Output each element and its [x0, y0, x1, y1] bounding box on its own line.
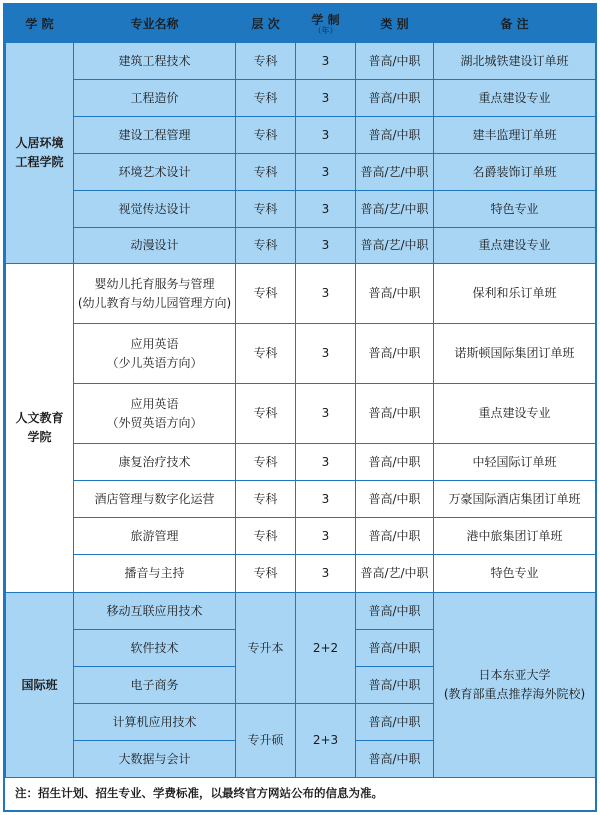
- header-duration: [296, 6, 356, 43]
- category-cell: 普高/中职: [356, 384, 434, 444]
- category-cell: 普高/中职: [356, 741, 434, 778]
- remark-cell: 湖北城铁建设订单班: [434, 43, 596, 80]
- remark-cell: 重点建设专业: [434, 228, 596, 264]
- category-cell: 普高/中职: [356, 518, 434, 555]
- duration-cell: 3: [296, 191, 356, 228]
- level-cell: 专科: [236, 154, 296, 191]
- major-direction: （外贸英语方向）: [106, 415, 203, 430]
- header-category: 类 别: [356, 6, 434, 43]
- category-cell: 普高/中职: [356, 264, 434, 324]
- major-direction: (幼儿教育与幼儿园管理方向): [77, 295, 232, 310]
- remark-cell: 重点建设专业: [434, 384, 596, 444]
- header-duration-label: 学 制: [311, 12, 340, 27]
- category-cell: 普高/中职: [356, 80, 434, 117]
- level-cell: 专科: [236, 228, 296, 264]
- remark-cell: 建丰监理订单班: [434, 117, 596, 154]
- major-cell: 计算机应用技术: [74, 704, 236, 741]
- table-row: [6, 191, 596, 228]
- remark-cell: 重点建设专业: [434, 80, 596, 117]
- duration-cell: 3: [296, 264, 356, 324]
- duration-cell: 3: [296, 43, 356, 80]
- level-cell: 专科: [236, 555, 296, 593]
- major-direction: （少儿英语方向）: [106, 355, 203, 370]
- major-cell: 建筑工程技术: [74, 43, 236, 80]
- level-cell: 专科: [236, 191, 296, 228]
- major-cell: [74, 324, 236, 384]
- table-row: [6, 80, 596, 117]
- table-row: [6, 117, 596, 154]
- major-cell: [74, 264, 236, 324]
- major-cell: 播音与主持: [74, 555, 236, 593]
- level-cell: 专科: [236, 117, 296, 154]
- duration-cell: 3: [296, 228, 356, 264]
- header-remark: 备 注: [434, 6, 596, 43]
- footnote: 注：招生计划、招生专业、学费标准，以最终官方网站公布的信息为准。: [15, 786, 383, 800]
- header-level: 层 次: [236, 6, 296, 43]
- college-name-line1: 人文教育: [15, 411, 64, 426]
- remark-line1: 日本东亚大学: [478, 668, 551, 683]
- major-name: 应用英语: [130, 396, 179, 411]
- college-cell-2: [6, 264, 74, 593]
- duration-cell: 3: [296, 384, 356, 444]
- category-cell: 普高/中职: [356, 704, 434, 741]
- remark-cell: 万豪国际酒店集团订单班: [434, 481, 596, 518]
- duration-cell: 2+2: [296, 593, 356, 704]
- table-row: [6, 518, 596, 555]
- header-major: 专业名称: [74, 6, 236, 43]
- major-cell: 旅游管理: [74, 518, 236, 555]
- duration-cell: 3: [296, 80, 356, 117]
- duration-cell: 3: [296, 324, 356, 384]
- table-row: [6, 228, 596, 264]
- table-row: [6, 264, 596, 324]
- table-row: [6, 555, 596, 593]
- level-cell: 专科: [236, 80, 296, 117]
- level-cell: 专升硕: [236, 704, 296, 778]
- table-row: [6, 324, 596, 384]
- major-cell: 视觉传达设计: [74, 191, 236, 228]
- table-row: [6, 481, 596, 518]
- category-cell: 普高/艺/中职: [356, 154, 434, 191]
- duration-cell: 3: [296, 555, 356, 593]
- major-cell: 酒店管理与数字化运营: [74, 481, 236, 518]
- college-name-line2: 工程学院: [15, 155, 64, 169]
- table-row: [6, 384, 596, 444]
- category-cell: 普高/中职: [356, 481, 434, 518]
- duration-cell: 2+3: [296, 704, 356, 778]
- major-cell: 工程造价: [74, 80, 236, 117]
- category-cell: 普高/中职: [356, 667, 434, 704]
- duration-cell: 3: [296, 117, 356, 154]
- remark-cell: 中轻国际订单班: [434, 444, 596, 481]
- category-cell: 普高/艺/中职: [356, 555, 434, 593]
- level-cell: 专科: [236, 481, 296, 518]
- major-cell: 建设工程管理: [74, 117, 236, 154]
- table-row: [6, 154, 596, 191]
- major-cell: 康复治疗技术: [74, 444, 236, 481]
- major-name: 应用英语: [130, 336, 179, 351]
- category-cell: 普高/艺/中职: [356, 191, 434, 228]
- major-cell: 大数据与会计: [74, 741, 236, 778]
- majors-table: [5, 5, 596, 778]
- category-cell: 普高/中职: [356, 630, 434, 667]
- header-duration-unit: （年）: [313, 26, 338, 36]
- level-cell: 专科: [236, 264, 296, 324]
- table-row: [6, 593, 596, 630]
- level-cell: 专科: [236, 518, 296, 555]
- college-cell-3: 国际班: [6, 593, 74, 778]
- college-name-line1: 人居环境: [15, 136, 64, 151]
- major-name: 婴幼儿托育服务与管理: [94, 276, 215, 291]
- remark-cell: [434, 593, 596, 778]
- major-cell: 电子商务: [74, 667, 236, 704]
- header-college: 学 院: [6, 6, 74, 43]
- category-cell: 普高/中职: [356, 444, 434, 481]
- table-row: [6, 444, 596, 481]
- enrollment-table-frame: [3, 3, 597, 812]
- major-cell: 动漫设计: [74, 228, 236, 264]
- remark-cell: 特色专业: [434, 555, 596, 593]
- remark-cell: 保利和乐订单班: [434, 264, 596, 324]
- major-cell: 环境艺术设计: [74, 154, 236, 191]
- major-cell: [74, 384, 236, 444]
- duration-cell: 3: [296, 444, 356, 481]
- major-cell: 软件技术: [74, 630, 236, 667]
- college-cell-1: [6, 43, 74, 264]
- level-cell: 专科: [236, 384, 296, 444]
- table-row: [6, 43, 596, 80]
- remark-line2: (教育部重点推荐海外院校): [443, 687, 586, 701]
- remark-cell: 特色专业: [434, 191, 596, 228]
- level-cell: 专升本: [236, 593, 296, 704]
- remark-cell: 港中旅集团订单班: [434, 518, 596, 555]
- category-cell: 普高/中职: [356, 117, 434, 154]
- college-name-line2: 学院: [27, 430, 52, 444]
- duration-cell: 3: [296, 518, 356, 555]
- category-cell: 普高/艺/中职: [356, 228, 434, 264]
- remark-cell: 诺斯顿国际集团订单班: [434, 324, 596, 384]
- level-cell: 专科: [236, 43, 296, 80]
- table-header-row: [6, 6, 596, 43]
- major-cell: 移动互联应用技术: [74, 593, 236, 630]
- duration-cell: 3: [296, 481, 356, 518]
- remark-cell: 名爵装饰订单班: [434, 154, 596, 191]
- duration-cell: 3: [296, 154, 356, 191]
- category-cell: 普高/中职: [356, 593, 434, 630]
- category-cell: 普高/中职: [356, 43, 434, 80]
- level-cell: 专科: [236, 324, 296, 384]
- level-cell: 专科: [236, 444, 296, 481]
- category-cell: 普高/中职: [356, 324, 434, 384]
